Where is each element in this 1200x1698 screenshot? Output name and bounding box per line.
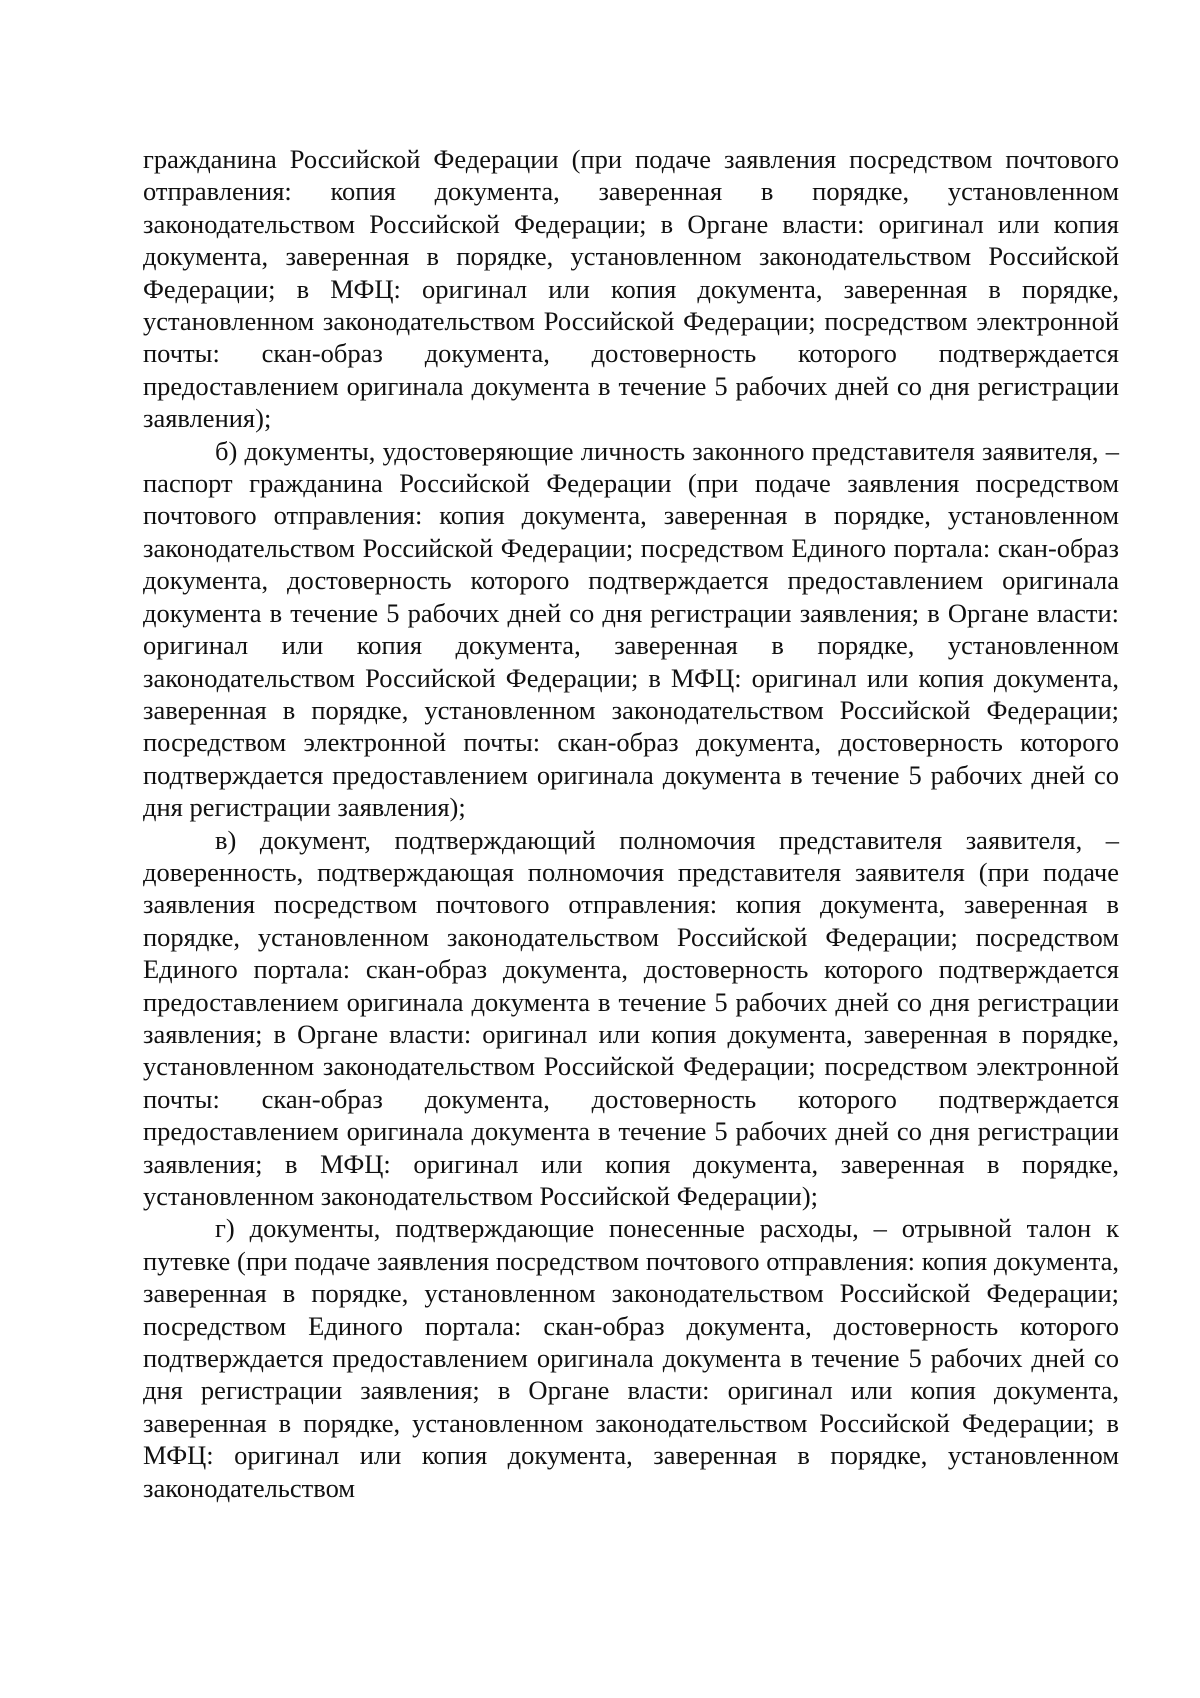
paragraph-item-g: г) документы, подтверждающие понесенные расходы, – отрывной талон к путевке (при подаче заявления посредством почтового отправления: копия документа, заверенная в порядке, установленном законодательством Российской Федерации; посредством Единого портала: скан-образ документа, достоверность которого подтверждается предоставлением оригинала документа в течение 5 рабочих дней со дня регистрации заявления; в Органе власти: оригинал или копия документа, заверенная в порядке, установленном законодательством Российской Федерации; в МФЦ: оригинал или копия документа, заверенная в порядке, установленном законодательством	[143, 1213, 1119, 1503]
document-body	[143, 143, 1119, 1504]
paragraph-item-b: б) документы, удостоверяющие личность законного представителя заявителя, – паспорт гражданина Российской Федерации (при подаче заявления посредством почтового отправления: копия документа, заверенная в порядке, установленном законодательством Российской Федерации; посредством Единого портала: скан-образ документа, достоверность которого подтверждается предоставлением оригинала документа в течение 5 рабочих дней со дня регистрации заявления; в Органе власти: оригинал или копия документа, заверенная в порядке, установленном законодательством Российской Федерации; в МФЦ: оригинал или копия документа, заверенная в порядке, установленном законодательством Российской Федерации; посредством электронной почты: скан-образ документа, достоверность которого подтверждается предоставлением оригинала документа в течение 5 рабочих дней со дня регистрации заявления);	[143, 435, 1119, 823]
paragraph-item-v: в) документ, подтверждающий полномочия представителя заявителя, – доверенность, подтверждающая полномочия представителя заявителя (при подаче заявления посредством почтового отправления: копия документа, заверенная в порядке, установленном законодательством Российской Федерации; посредством Единого портала: скан-образ документа, достоверность которого подтверждается предоставлением оригинала документа в течение 5 рабочих дней со дня регистрации заявления; в Органе власти: оригинал или копия документа, заверенная в порядке, установленном законодательством Российской Федерации; посредством электронной почты: скан-образ документа, достоверность которого подтверждается предоставлением оригинала документа в течение 5 рабочих дней со дня регистрации заявления; в МФЦ: оригинал или копия документа, заверенная в порядке, установленном законодательством Российской Федерации);	[143, 824, 1119, 1211]
paragraph-continuation: гражданина Российской Федерации (при подаче заявления посредством почтового отправления: копия документа, заверенная в порядке, установленном законодательством Российской Федерации; в Органе власти: оригинал или копия документа, заверенная в порядке, установленном законодательством Российской Федерации; в МФЦ: оригинал или копия документа, заверенная в порядке, установленном законодательством Российской Федерации; посредством электронной почты: скан-образ документа, достоверность которого подтверждается предоставлением оригинала документа в течение 5 рабочих дней со дня регистрации заявления);	[143, 144, 1119, 434]
